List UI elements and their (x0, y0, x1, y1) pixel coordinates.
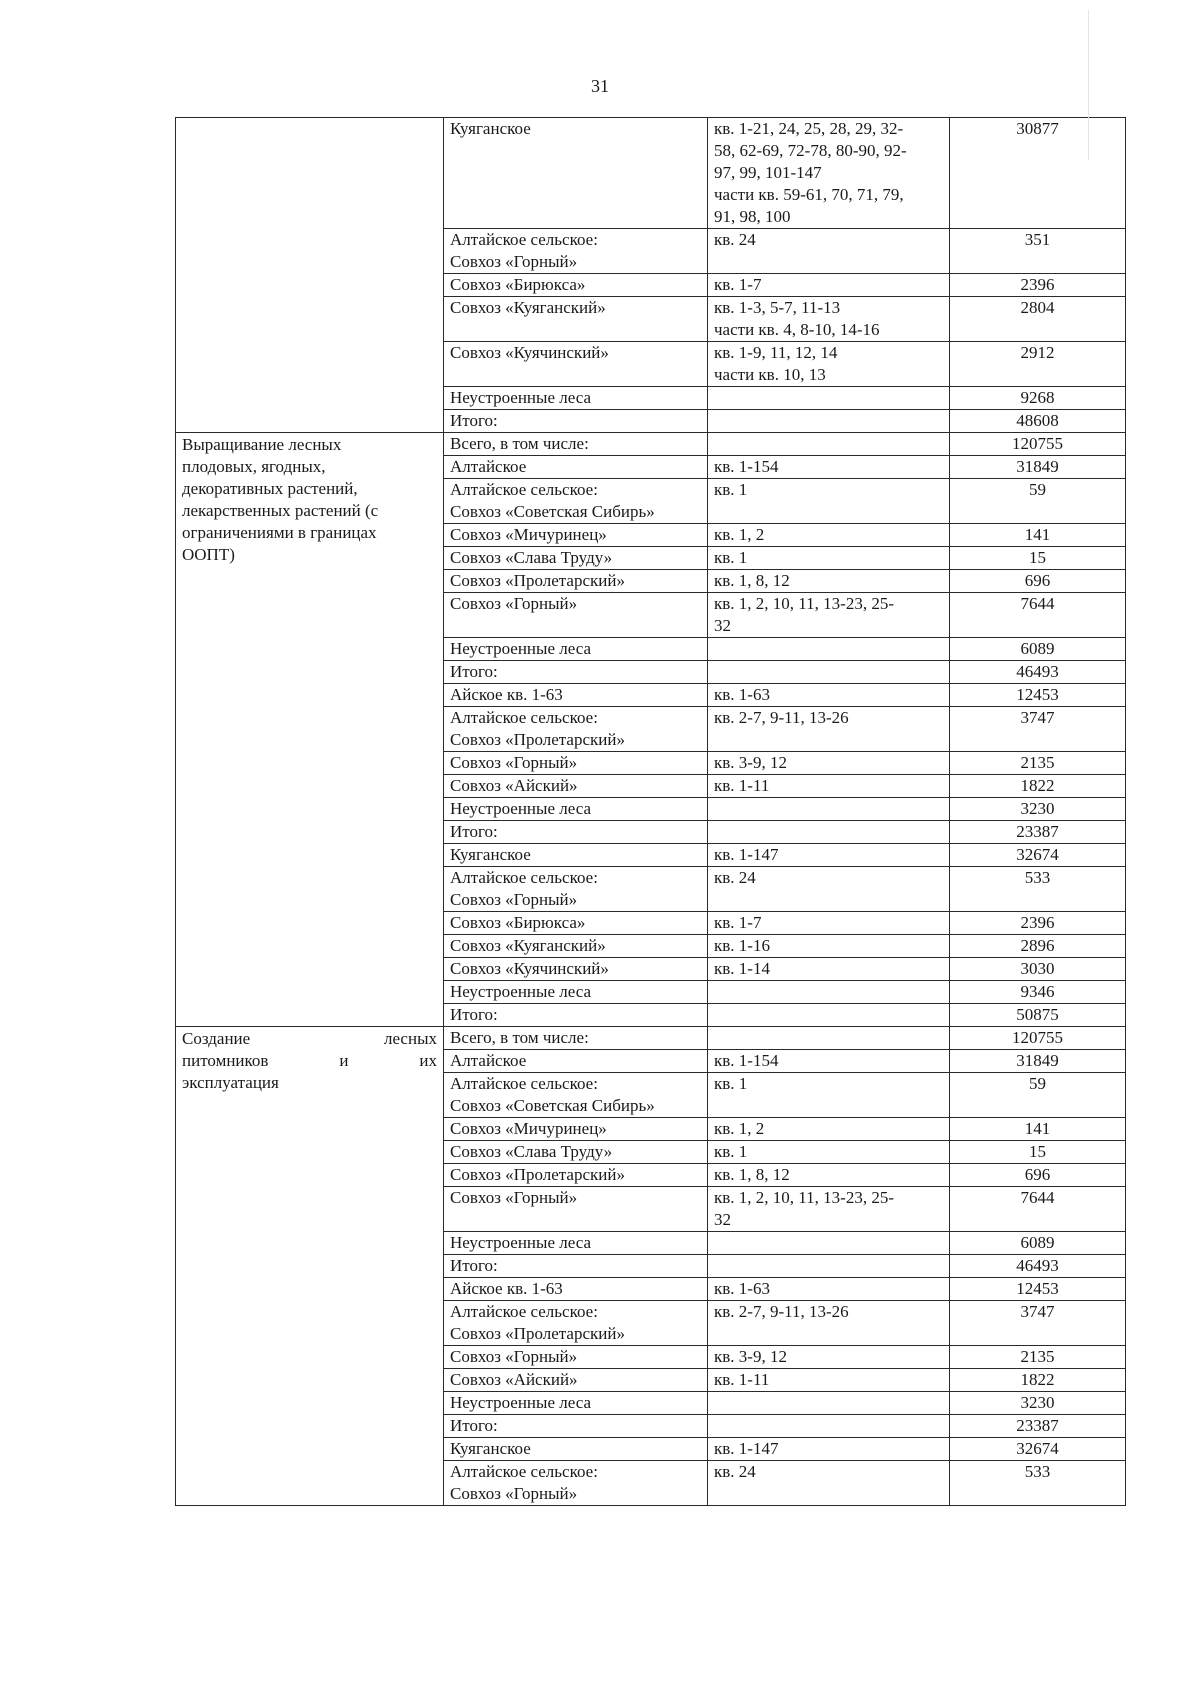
quarters-line: 58, 62-69, 72-78, 80-90, 92- (714, 141, 907, 160)
cell-text-line: Неустроенные леса (450, 388, 591, 407)
area-cell: 12453 (950, 684, 1126, 707)
quarters-cell (708, 1461, 950, 1506)
forestry-name-cell (444, 798, 708, 821)
quarters-cell (708, 524, 950, 547)
area-cell: 31849 (950, 456, 1126, 479)
area-cell: 1822 (950, 1369, 1126, 1392)
area-cell: 696 (950, 570, 1126, 593)
area-cell: 2135 (950, 1346, 1126, 1369)
cell-text-line: Совхоз «Пролетарский» (450, 1165, 625, 1184)
cell-text-line: Совхоз «Айский» (450, 776, 578, 795)
forestry-name-cell (444, 1346, 708, 1369)
quarters-line: кв. 1-7 (714, 913, 762, 932)
land-use-type-line: эксплуатация (182, 1073, 279, 1092)
quarters-cell (708, 410, 950, 433)
area-cell: 2135 (950, 752, 1126, 775)
area-cell: 141 (950, 1118, 1126, 1141)
forestry-name-cell (444, 684, 708, 707)
area-cell: 7644 (950, 1187, 1126, 1232)
area-cell: 533 (950, 1461, 1126, 1506)
quarters-line: кв. 24 (714, 868, 756, 887)
forestry-name-cell (444, 638, 708, 661)
quarters-line: кв. 1-147 (714, 845, 779, 864)
quarters-cell (708, 661, 950, 684)
forestry-name-cell (444, 118, 708, 229)
forestry-name-cell (444, 844, 708, 867)
area-cell: 6089 (950, 638, 1126, 661)
forestry-name-cell (444, 229, 708, 274)
quarters-cell (708, 479, 950, 524)
quarters-line: кв. 1, 8, 12 (714, 571, 790, 590)
forestry-name-cell (444, 1118, 708, 1141)
area-cell: 50875 (950, 1004, 1126, 1027)
forestry-name-cell (444, 935, 708, 958)
quarters-line: кв. 1, 2, 10, 11, 13-23, 25- (714, 594, 894, 613)
land-use-type-cell (176, 1027, 444, 1506)
quarters-cell (708, 229, 950, 274)
area-cell: 7644 (950, 593, 1126, 638)
area-cell: 12453 (950, 1278, 1126, 1301)
cell-text-line: Совхоз «Слава Труду» (450, 1142, 613, 1161)
forestry-name-cell (444, 274, 708, 297)
quarters-cell (708, 867, 950, 912)
cell-text-line: Совхоз «Пролетарский» (450, 571, 625, 590)
cell-text-line: Итого: (450, 1256, 498, 1275)
forestry-name-cell (444, 342, 708, 387)
quarters-cell (708, 387, 950, 410)
quarters-line: кв. 3-9, 12 (714, 1347, 787, 1366)
quarters-cell (708, 342, 950, 387)
quarters-cell (708, 958, 950, 981)
cell-text-line: Алтайское сельское: (450, 868, 598, 887)
forestry-name-cell (444, 867, 708, 912)
land-use-type-line: плодовых, ягодных, (182, 457, 326, 476)
forestry-name-cell (444, 479, 708, 524)
cell-text-line: Совхоз «Пролетарский» (450, 1324, 625, 1343)
cell-text-line: Совхоз «Куячинский» (450, 959, 609, 978)
forestry-name-cell (444, 1164, 708, 1187)
area-cell: 23387 (950, 1415, 1126, 1438)
quarters-cell (708, 935, 950, 958)
quarters-line: кв. 1-14 (714, 959, 770, 978)
forestry-name-cell (444, 707, 708, 752)
cell-text-line: Алтайское сельское: (450, 1302, 598, 1321)
quarters-line: кв. 24 (714, 1462, 756, 1481)
area-cell: 46493 (950, 661, 1126, 684)
cell-text-line: Совхоз «Мичуринец» (450, 1119, 607, 1138)
area-cell: 32674 (950, 844, 1126, 867)
forestry-name-cell (444, 1187, 708, 1232)
forestry-name-cell (444, 570, 708, 593)
area-cell: 59 (950, 479, 1126, 524)
quarters-line: 97, 99, 101-147 (714, 163, 822, 182)
table-row (176, 433, 1126, 456)
forestry-name-cell (444, 1050, 708, 1073)
forestry-name-cell (444, 912, 708, 935)
cell-text-line: Совхоз «Горный» (450, 594, 578, 613)
quarters-cell (708, 707, 950, 752)
quarters-cell (708, 1141, 950, 1164)
cell-text-line: Совхоз «Горный» (450, 1188, 578, 1207)
area-cell: 3747 (950, 707, 1126, 752)
forestry-name-cell (444, 387, 708, 410)
quarters-line: 91, 98, 100 (714, 207, 791, 226)
area-cell: 46493 (950, 1255, 1126, 1278)
cell-text-line: Неустроенные леса (450, 799, 591, 818)
area-cell: 2396 (950, 912, 1126, 935)
cell-text-line: Совхоз «Бирюкса» (450, 913, 586, 932)
quarters-line: кв. 1-63 (714, 1279, 770, 1298)
quarters-cell (708, 1301, 950, 1346)
forestry-name-cell (444, 1392, 708, 1415)
table-body (176, 118, 1126, 1506)
quarters-cell (708, 1004, 950, 1027)
quarters-cell (708, 1255, 950, 1278)
forestry-name-cell (444, 1369, 708, 1392)
area-cell: 3230 (950, 798, 1126, 821)
land-use-type-line: питомников и их (182, 1051, 437, 1070)
cell-text-line: Куяганское (450, 845, 531, 864)
forestry-name-cell (444, 775, 708, 798)
quarters-line: кв. 1-7 (714, 275, 762, 294)
forestry-name-cell (444, 547, 708, 570)
cell-text-line: Айское кв. 1-63 (450, 1279, 563, 1298)
quarters-line: части кв. 4, 8-10, 14-16 (714, 320, 880, 339)
quarters-line: кв. 2-7, 9-11, 13-26 (714, 708, 849, 727)
forestry-name-cell (444, 752, 708, 775)
quarters-cell (708, 638, 950, 661)
forestry-name-cell (444, 1438, 708, 1461)
cell-text-line: Совхоз «Пролетарский» (450, 730, 625, 749)
quarters-line: кв. 1-16 (714, 936, 770, 955)
forestry-name-cell (444, 297, 708, 342)
area-cell: 48608 (950, 410, 1126, 433)
quarters-cell (708, 1027, 950, 1050)
forestry-name-cell (444, 524, 708, 547)
land-use-type-line: лекарственных растений (с (182, 501, 379, 520)
quarters-cell (708, 1278, 950, 1301)
cell-text-line: Совхоз «Горный» (450, 1484, 578, 1503)
quarters-cell (708, 570, 950, 593)
area-cell: 2396 (950, 274, 1126, 297)
forestry-name-cell (444, 661, 708, 684)
quarters-line: кв. 1-21, 24, 25, 28, 29, 32- (714, 119, 904, 138)
quarters-line: кв. 1 (714, 548, 748, 567)
area-cell: 9346 (950, 981, 1126, 1004)
area-cell: 6089 (950, 1232, 1126, 1255)
cell-text-line: Неустроенные леса (450, 639, 591, 658)
cell-text-line: Совхоз «Горный» (450, 252, 578, 271)
land-use-type-line: ограничениями в границах (182, 523, 377, 542)
area-cell: 3747 (950, 1301, 1126, 1346)
quarters-line: кв. 1-11 (714, 1370, 770, 1389)
cell-text-line: Итого: (450, 1416, 498, 1435)
quarters-line: кв. 1, 2 (714, 525, 765, 544)
quarters-cell (708, 1050, 950, 1073)
quarters-line: кв. 1-11 (714, 776, 770, 795)
cell-text-line: Куяганское (450, 119, 531, 138)
quarters-line: 32 (714, 1210, 731, 1229)
cell-text-line: Совхоз «Бирюкса» (450, 275, 586, 294)
cell-text-line: Совхоз «Горный» (450, 753, 578, 772)
quarters-line: кв. 3-9, 12 (714, 753, 787, 772)
quarters-cell (708, 752, 950, 775)
forestry-name-cell (444, 1004, 708, 1027)
forestry-name-cell (444, 433, 708, 456)
quarters-cell (708, 1438, 950, 1461)
area-cell: 59 (950, 1073, 1126, 1118)
land-use-type-line: декоративных растений, (182, 479, 358, 498)
forestry-name-cell (444, 593, 708, 638)
quarters-cell (708, 775, 950, 798)
area-cell: 9268 (950, 387, 1126, 410)
cell-text-line: Совхоз «Советская Сибирь» (450, 1096, 655, 1115)
cell-text-line: Совхоз «Горный» (450, 1347, 578, 1366)
forestry-name-cell (444, 981, 708, 1004)
forestry-name-cell (444, 1461, 708, 1506)
forestry-name-cell (444, 1073, 708, 1118)
quarters-cell (708, 297, 950, 342)
cell-text-line: Алтайское сельское: (450, 708, 598, 727)
quarters-cell (708, 1187, 950, 1232)
forestry-name-cell (444, 1027, 708, 1050)
quarters-cell (708, 1369, 950, 1392)
cell-text-line: Совхоз «Советская Сибирь» (450, 502, 655, 521)
cell-text-line: Куяганское (450, 1439, 531, 1458)
quarters-line: 32 (714, 616, 731, 635)
area-cell: 696 (950, 1164, 1126, 1187)
quarters-line: кв. 1-9, 11, 12, 14 (714, 343, 838, 362)
quarters-line: кв. 1 (714, 1074, 748, 1093)
cell-text-line: Совхоз «Мичуринец» (450, 525, 607, 544)
quarters-cell (708, 118, 950, 229)
quarters-line: кв. 1, 2, 10, 11, 13-23, 25- (714, 1188, 894, 1207)
cell-text-line: Неустроенные леса (450, 1393, 591, 1412)
quarters-line: кв. 24 (714, 230, 756, 249)
quarters-cell (708, 1232, 950, 1255)
forestry-name-cell (444, 1415, 708, 1438)
page-number: 31 (591, 76, 609, 96)
area-cell: 31849 (950, 1050, 1126, 1073)
cell-text-line: Всего, в том числе: (450, 1028, 589, 1047)
forestry-name-cell (444, 1141, 708, 1164)
forestry-name-cell (444, 1232, 708, 1255)
cell-text-line: Всего, в том числе: (450, 434, 589, 453)
quarters-cell (708, 844, 950, 867)
quarters-line: кв. 1-63 (714, 685, 770, 704)
cell-text-line: Итого: (450, 662, 498, 681)
area-cell: 3030 (950, 958, 1126, 981)
area-cell: 351 (950, 229, 1126, 274)
quarters-line: кв. 1, 8, 12 (714, 1165, 790, 1184)
quarters-cell (708, 1415, 950, 1438)
cell-text-line: Алтайское сельское: (450, 230, 598, 249)
quarters-line: кв. 1-147 (714, 1439, 779, 1458)
quarters-cell (708, 1346, 950, 1369)
cell-text-line: Алтайское сельское: (450, 1462, 598, 1481)
cell-text-line: Итого: (450, 411, 498, 430)
quarters-cell (708, 1118, 950, 1141)
area-cell: 3230 (950, 1392, 1126, 1415)
quarters-line: части кв. 10, 13 (714, 365, 826, 384)
quarters-line: кв. 1-3, 5-7, 11-13 (714, 298, 841, 317)
quarters-cell (708, 274, 950, 297)
cell-text-line: Айское кв. 1-63 (450, 685, 563, 704)
forestry-name-cell (444, 1278, 708, 1301)
table-row (176, 1027, 1126, 1050)
cell-text-line: Алтайское сельское: (450, 480, 598, 499)
cell-text-line: Алтайское сельское: (450, 1074, 598, 1093)
area-cell: 1822 (950, 775, 1126, 798)
forestry-name-cell (444, 821, 708, 844)
land-use-type-line: Выращивание лесных (182, 435, 342, 454)
forestry-name-cell (444, 410, 708, 433)
quarters-line: кв. 1, 2 (714, 1119, 765, 1138)
land-use-type-line: ООПТ) (182, 545, 235, 564)
quarters-line: части кв. 59-61, 70, 71, 79, (714, 185, 904, 204)
area-cell: 141 (950, 524, 1126, 547)
area-cell: 2804 (950, 297, 1126, 342)
area-cell: 32674 (950, 1438, 1126, 1461)
area-cell: 30877 (950, 118, 1126, 229)
cell-text-line: Неустроенные леса (450, 1233, 591, 1252)
quarters-cell (708, 433, 950, 456)
cell-text-line: Совхоз «Куяганский» (450, 298, 606, 317)
cell-text-line: Совхоз «Айский» (450, 1370, 578, 1389)
cell-text-line: Совхоз «Куяганский» (450, 936, 606, 955)
area-cell: 2912 (950, 342, 1126, 387)
area-cell: 15 (950, 1141, 1126, 1164)
area-cell: 15 (950, 547, 1126, 570)
area-cell: 2896 (950, 935, 1126, 958)
area-cell: 120755 (950, 433, 1126, 456)
quarters-cell (708, 684, 950, 707)
area-cell: 120755 (950, 1027, 1126, 1050)
quarters-line: кв. 1 (714, 480, 748, 499)
forest-use-table (175, 117, 1126, 1506)
cell-text-line: Совхоз «Куячинский» (450, 343, 609, 362)
quarters-cell (708, 981, 950, 1004)
quarters-cell (708, 593, 950, 638)
forestry-name-cell (444, 958, 708, 981)
quarters-cell (708, 912, 950, 935)
forestry-name-cell (444, 1255, 708, 1278)
land-use-type-cell (176, 118, 444, 433)
quarters-cell (708, 821, 950, 844)
quarters-cell (708, 1392, 950, 1415)
cell-text-line: Алтайское (450, 1051, 527, 1070)
cell-text-line: Совхоз «Слава Труду» (450, 548, 613, 567)
quarters-line: кв. 2-7, 9-11, 13-26 (714, 1302, 849, 1321)
quarters-cell (708, 456, 950, 479)
forestry-name-cell (444, 456, 708, 479)
land-use-type-cell (176, 433, 444, 1027)
cell-text-line: Неустроенные леса (450, 982, 591, 1001)
quarters-line: кв. 1-154 (714, 457, 779, 476)
cell-text-line: Алтайское (450, 457, 527, 476)
area-cell: 23387 (950, 821, 1126, 844)
quarters-cell (708, 798, 950, 821)
cell-text-line: Совхоз «Горный» (450, 890, 578, 909)
cell-text-line: Итого: (450, 822, 498, 841)
quarters-cell (708, 1164, 950, 1187)
quarters-line: кв. 1-154 (714, 1051, 779, 1070)
scan-margin-mark (1088, 10, 1089, 160)
quarters-line: кв. 1 (714, 1142, 748, 1161)
cell-text-line: Итого: (450, 1005, 498, 1024)
area-cell: 533 (950, 867, 1126, 912)
forestry-name-cell (444, 1301, 708, 1346)
table-row (176, 118, 1126, 229)
quarters-cell (708, 547, 950, 570)
quarters-cell (708, 1073, 950, 1118)
land-use-type-line: Создание лесных (182, 1029, 437, 1048)
